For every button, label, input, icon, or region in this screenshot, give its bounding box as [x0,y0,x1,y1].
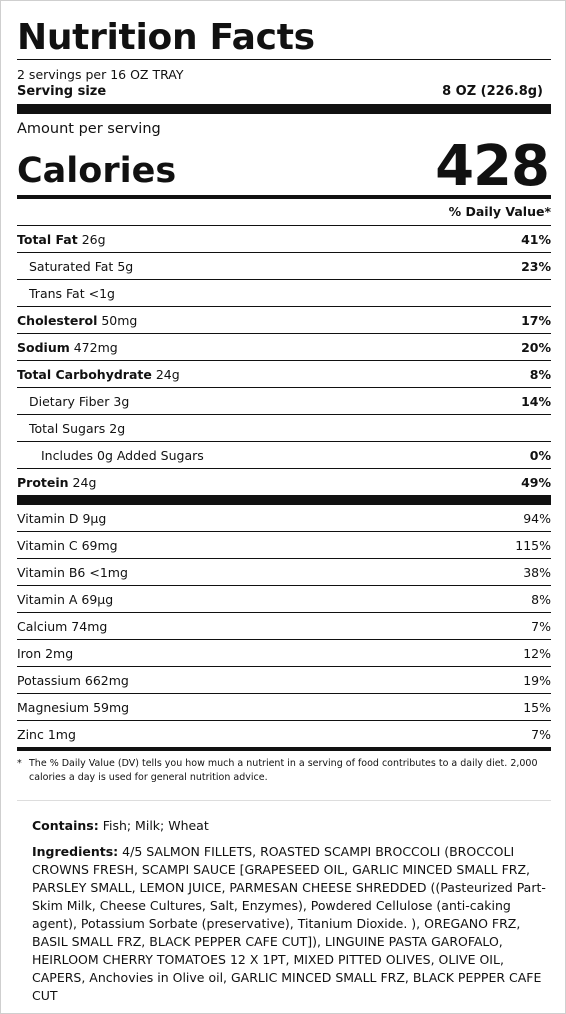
nutrient-amount: 3g [113,393,130,409]
vitamin-amount: 9µg [82,510,107,526]
servings-per-container: 2 servings per 16 OZ TRAY [17,67,184,82]
nutrient-row-saturated-fat [17,252,551,279]
ingredients-section [32,817,552,1005]
serving-thick-rule [17,104,551,114]
vitamin-dv: 15% [523,699,551,715]
vitamin-row-vitamin-d [17,505,551,532]
vitamin-dv: 115% [515,537,551,553]
vitamin-amount: 59mg [93,699,130,715]
nutrient-dv: 41% [521,231,551,247]
nutrient-dv: 49% [521,474,551,490]
calories-row [17,134,551,199]
nutrient-row-trans-fat [17,279,551,306]
nutrient-name: Total Sugars [29,420,106,436]
section-divider [17,800,551,801]
nutrient-name: Sodium [17,339,70,355]
vitamin-amount: 74mg [71,618,108,634]
vitamin-row-calcium [17,613,551,640]
vitamin-row-vitamin-b6 [17,559,551,586]
vitamin-name: Calcium [17,618,68,634]
vitamin-name: Vitamin D [17,510,79,526]
vitamin-amount: 1mg [47,726,76,742]
nutrient-row-dietary-fiber [17,387,551,414]
nutrient-amount: 24g [155,366,180,382]
nutrient-name: Cholesterol [17,312,98,328]
vitamin-amount: 662mg [84,672,129,688]
ingredients-label: Ingredients: [32,844,119,859]
vitamin-name: Magnesium [17,699,90,715]
serving-size-row [17,83,551,104]
vitamin-list [17,505,551,747]
calories-value: 428 [435,134,549,199]
vitamin-name: Vitamin B6 [17,564,86,580]
nutrient-row-cholesterol [17,306,551,333]
nutrient-name: Saturated Fat [29,258,114,274]
nutrient-list [17,225,551,495]
vitamin-name: Zinc [17,726,44,742]
ingredients-statement [32,843,552,1005]
nutrient-row-protein [17,468,551,495]
daily-value-header: % Daily Value* [448,204,551,219]
vitamin-amount: 2mg [45,645,74,661]
ingredients-text: 4/5 SALMON FILLETS, ROASTED SCAMPI BROCCOLI (BROCCOLI CROWNS FRESH, SCAMPI SAUCE [GRAPESEED OIL, GARLIC MINCED SMALL FRZ, PARSLEY SMALL, LEMON JUICE, PARMESAN CHEESE SHREDDED ((Pasteurized Part-Skim Milk, Cheese Cultures, Salt, Enzymes), Powdered Cellulose (anti-caking agent), Potassium Sorbate (preservative), Titanium Dioxide. ), OREGANO FRZ, BASIL SMALL FRZ, BLACK PEPPER CAFE CUT]), LINGUINE PASTA GAROFALO, HEIRLOOM CHERRY TOMATOES 12 X 1PT, MIXED PITTED OLIVES, OLIVE OIL, CAPERS, Anchovies in Olive oil, GARLIC MINCED SMALL FRZ, BLACK PEPPER CAFE CUT [32,844,546,1003]
nutrient-dv: 17% [521,312,551,328]
vitamin-name: Potassium [17,672,81,688]
nutrient-dv: 23% [521,258,551,274]
nutrient-amount: 26g [81,231,106,247]
nutrient-amount: 50mg [101,312,138,328]
serving-size-label: Serving size [17,84,107,99]
contains-label: Contains: [32,818,99,833]
vitamin-dv: 7% [531,618,551,634]
vitamin-row-iron [17,640,551,667]
footnote-text: The % Daily Value (DV) tells you how much a nutrient in a serving of food contributes to a daily diet. 2,000 calories a day is used for general nutrition advice. [29,758,538,783]
nutrient-name: Trans Fat [29,285,85,301]
footnote-star: * [17,758,22,769]
nutrient-amount: 24g [72,474,97,490]
nutrient-dv: 0% [529,447,551,463]
vitamin-row-magnesium [17,694,551,721]
nutrient-row-total-carbohydrate [17,360,551,387]
daily-value-footnote [17,751,551,785]
vitamin-amount: <1mg [89,564,128,580]
vitamin-dv: 38% [523,564,551,580]
allergen-statement [32,817,552,835]
vitamin-name: Iron [17,645,42,661]
nutrient-amount: <1g [88,285,115,301]
contains-text: Fish; Milk; Wheat [102,818,209,833]
nutrient-amount: 5g [117,258,134,274]
vitamin-dv: 8% [531,591,551,607]
nutrient-name: Dietary Fiber [29,393,110,409]
vitamin-amount: 69mg [81,537,118,553]
nutrient-row-added-sugars [17,441,551,468]
serving-size-value: 8 OZ (226.8g) [442,84,543,99]
nutrient-row-total-sugars [17,414,551,441]
vitamin-dv: 19% [523,672,551,688]
nutrient-row-total-fat [17,225,551,252]
vitamin-dv: 94% [523,510,551,526]
nutrient-dv: 8% [529,366,551,382]
vitamin-row-zinc [17,721,551,747]
nutrient-amount: 2g [109,420,126,436]
nutrition-facts-panel [17,17,551,785]
nutrient-dv: 14% [521,393,551,409]
vitamin-name: Vitamin A [17,591,78,607]
nutrient-name: Total Carbohydrate [17,366,152,382]
vitamin-row-potassium [17,667,551,694]
label-title: Nutrition Facts [17,17,315,58]
vitamin-dv: 12% [523,645,551,661]
vitamin-amount: 69µg [81,591,114,607]
vitamin-row-vitamin-c [17,532,551,559]
nutrient-name: Protein [17,474,69,490]
nutrient-row-sodium [17,333,551,360]
calories-label: Calories [17,151,177,191]
nutrient-name: Includes 0g Added Sugars [41,447,204,463]
vitamin-name: Vitamin C [17,537,78,553]
amount-per-serving: Amount per serving [17,121,161,137]
vitamins-thick-rule [17,495,551,505]
nutrient-amount: 472mg [73,339,118,355]
nutrient-name: Total Fat [17,231,78,247]
vitamin-dv: 7% [531,726,551,742]
nutrient-dv: 20% [521,339,551,355]
vitamin-row-vitamin-a [17,586,551,613]
title-rule [17,59,551,60]
